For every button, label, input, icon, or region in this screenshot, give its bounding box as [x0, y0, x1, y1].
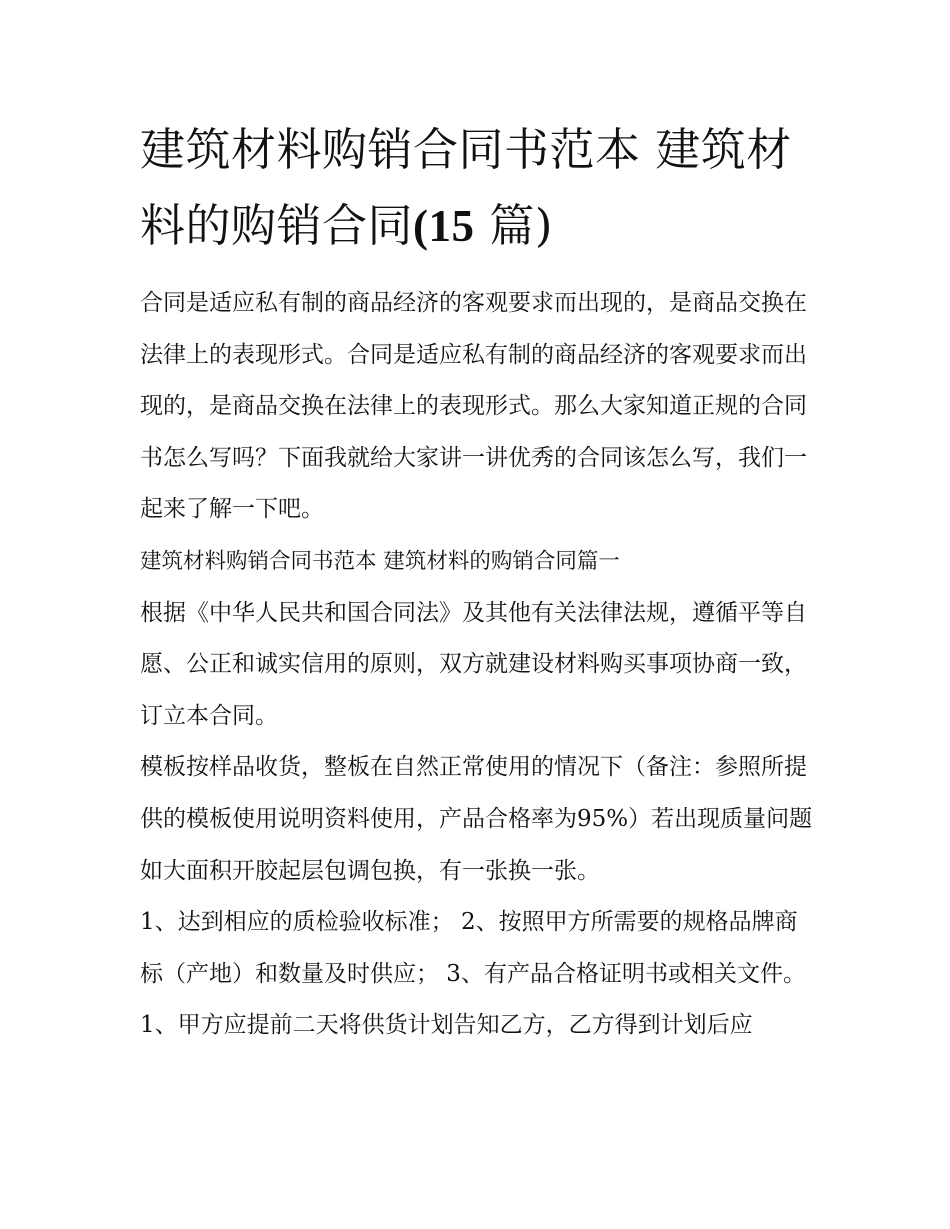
- title-count: (15: [413, 201, 475, 251]
- section-heading: 建筑材料购销合同书范本 建筑材料的购销合同篇一: [140, 548, 620, 574]
- supply-paragraph: 1、甲方应提前二天将供货计划告知乙方，乙方得到计划后应: [140, 1012, 753, 1039]
- title-suffix: 篇): [474, 199, 553, 252]
- document-page: [140, 112, 820, 1052]
- document-title: [140, 112, 820, 264]
- title-text: 建筑材料购销合同书范本 建筑材料的购销合同: [140, 123, 792, 252]
- template-paragraph: 模板按样品收货，整板在自然正常使用的情况下（备注：参照所提供的模板使用说明资料使用，产品合格率为95%）若出现质量问题如大面积开胶起层包调包换，有一张换一张。: [140, 754, 813, 884]
- intro-paragraph: 合同是适应私有制的商品经济的客观要求而出现的，是商品交换在法律上的表现形式。合同是适应私有制的商品经济的客观要求而出现的，是商品交换在法律上的表现形式。那么大家知道正规的合同书怎么写吗？下面我就给大家讲一讲优秀的合同该怎么写，我们一起来了解一下吧。: [140, 290, 807, 523]
- standards-paragraph: 1、达到相应的质检验收标准； 2、按照甲方所需要的规格品牌商标（产地）和数量及时供应； 3、有产品合格证明书或相关文件。: [140, 909, 806, 987]
- law-paragraph: 根据《中华人民共和国合同法》及其他有关法律法规，遵循平等自愿、公正和诚实信用的原则，双方就建设材料购买事项协商一致，订立本合同。: [140, 599, 807, 729]
- document-body: [140, 278, 820, 1052]
